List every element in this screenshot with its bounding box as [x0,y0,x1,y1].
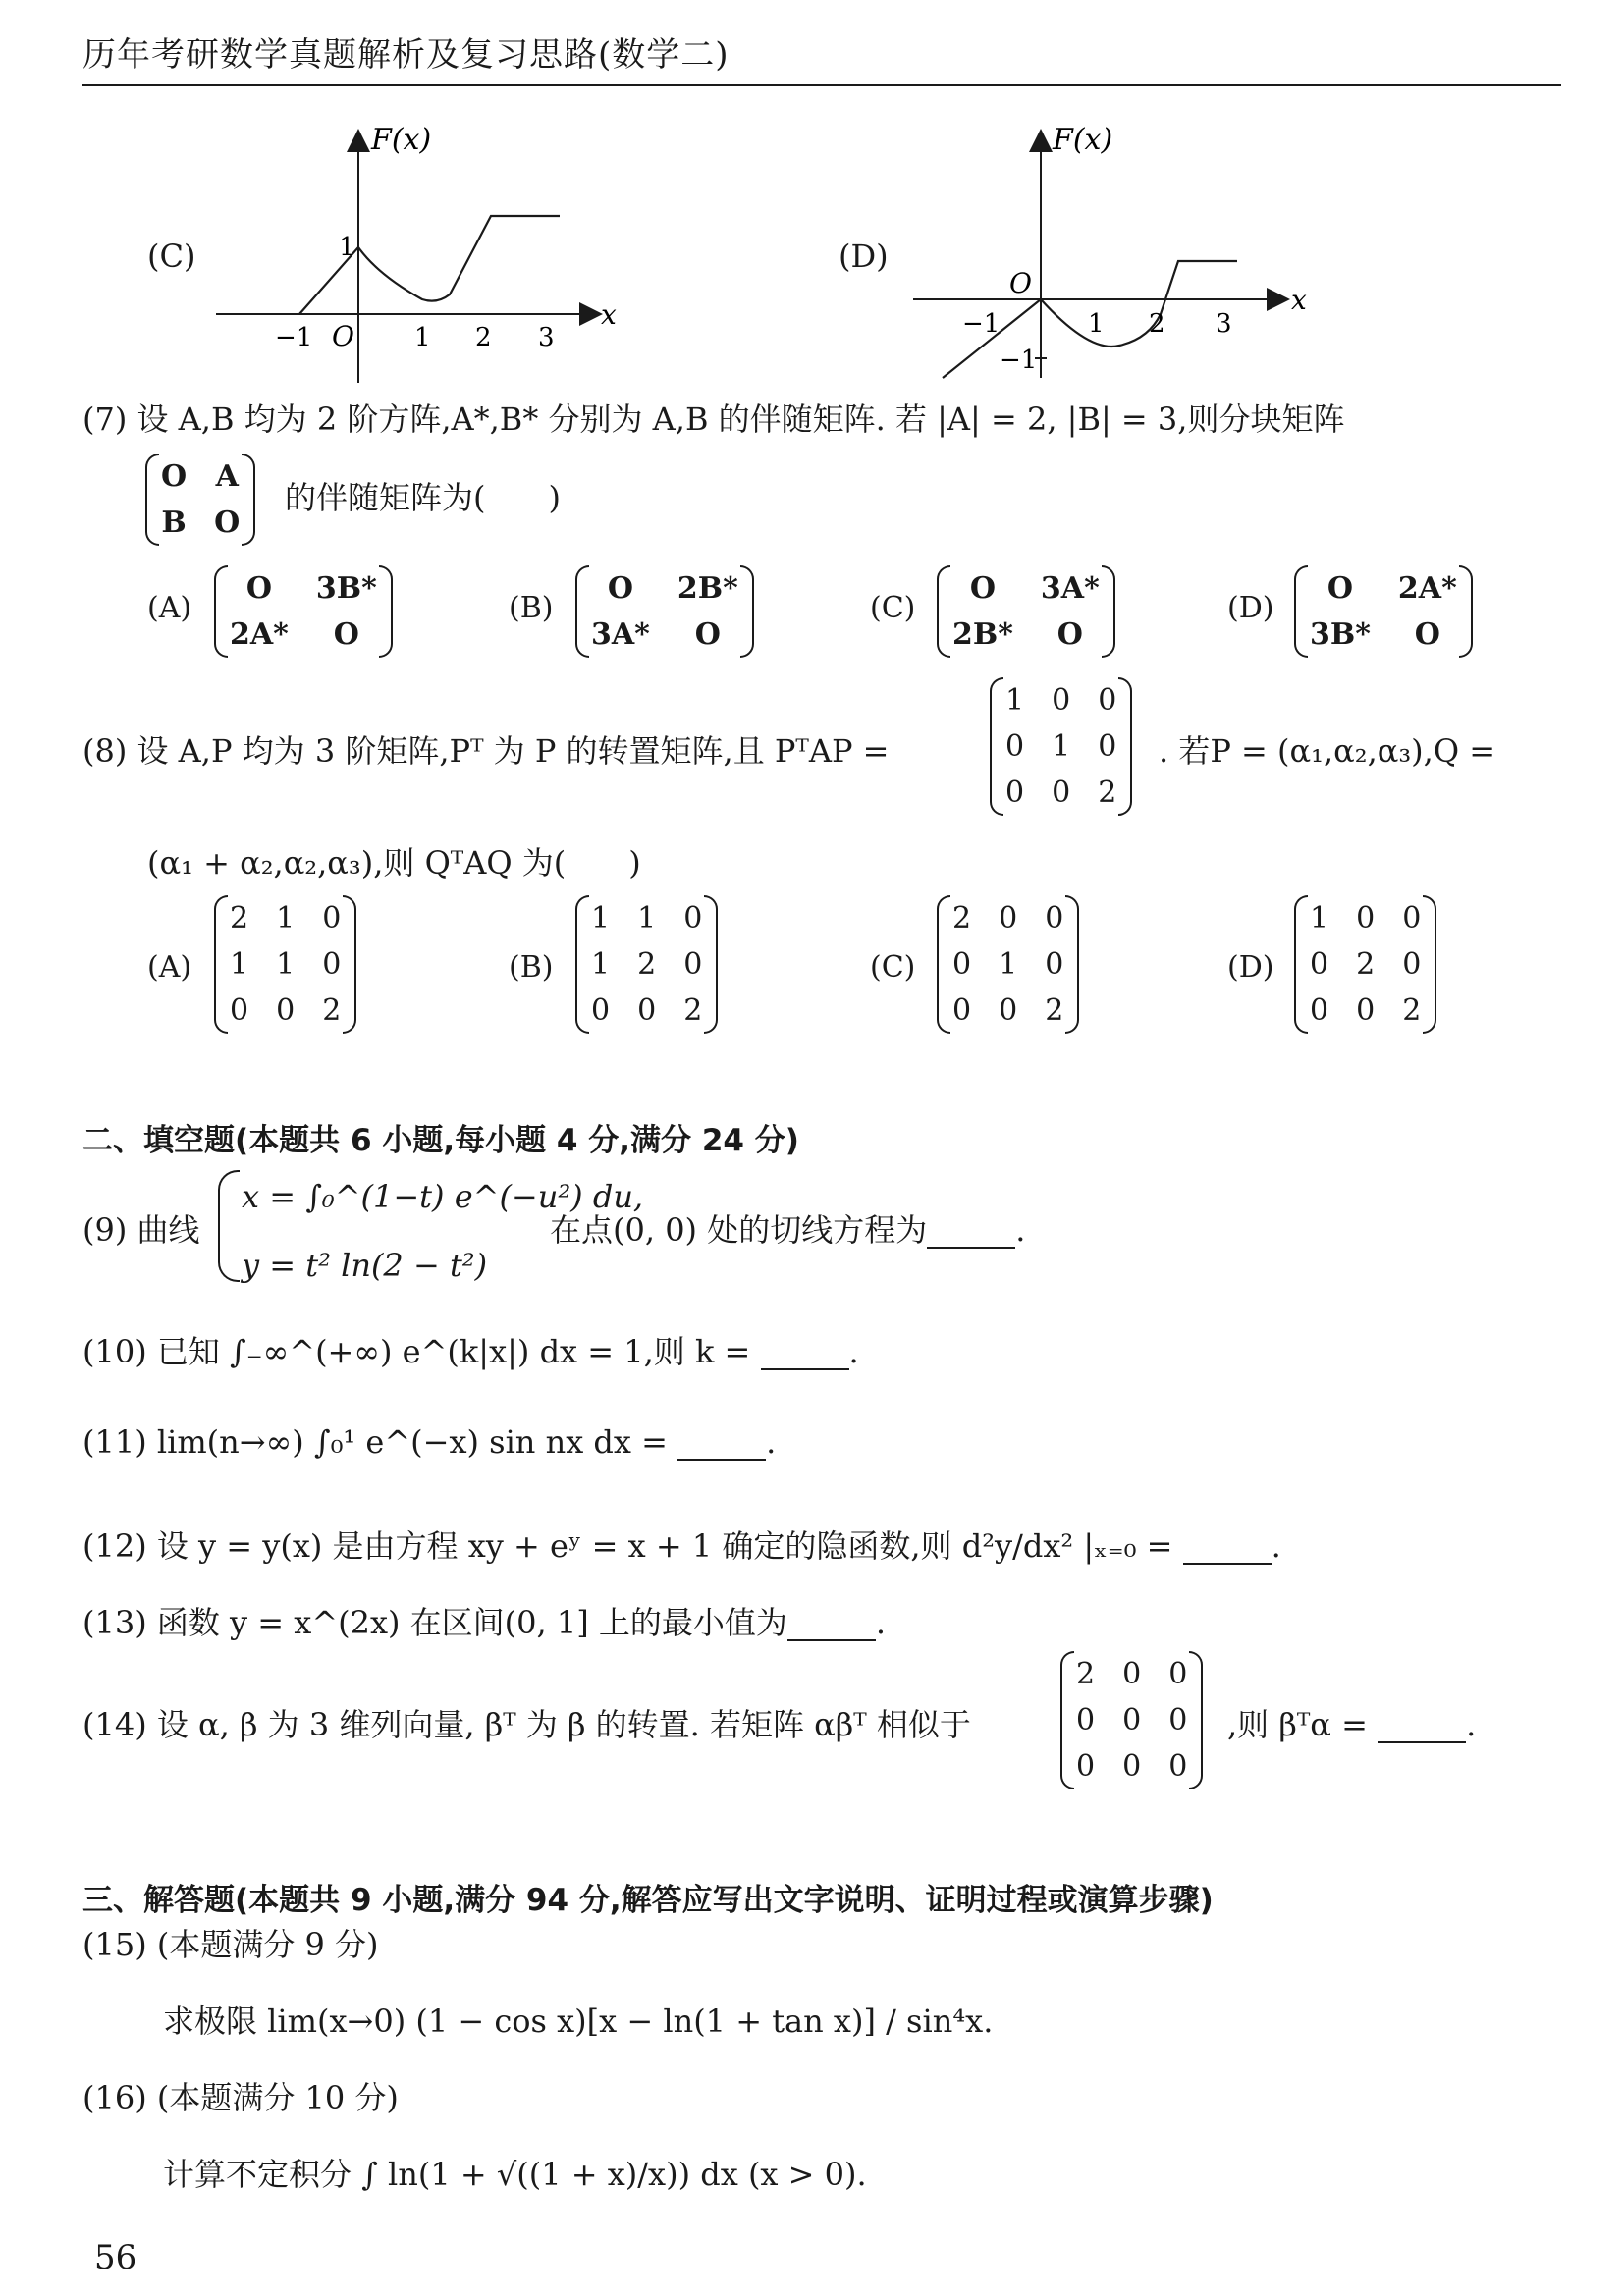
q13-text: (13) 函数 y = x^(2x) 在区间(0, 1] 上的最小值为 [82,1604,787,1641]
graph-d-xtick: 1 [1088,309,1105,339]
q12-answer-blank[interactable] [1183,1535,1272,1565]
graph-d-option-label: (D) [839,238,889,275]
matrix-cell: O [214,506,241,540]
graph-c-ytick: 1 [339,233,355,262]
graph-d-xlabel: x [1291,284,1307,316]
q7-option-c-matrix: O 3A* 2B* O [939,565,1113,658]
graph-d [903,118,1326,393]
q9-brace [218,1170,240,1282]
q7-option-b-matrix: O 2B* 3A* O [577,565,752,658]
q7-stem-line2: 的伴随矩阵为( ) [285,479,561,516]
graph-c-xtick: 1 [414,323,431,352]
graph-d-xtick: 2 [1149,309,1165,339]
graph-c-curve [299,216,560,314]
q8-given-matrix: 1 0 0 0 1 0 0 0 2 [992,677,1130,816]
q14-text: (14) 设 α, β 为 3 维列向量, βᵀ 为 β 的转置. 若矩阵 αβᵀ 相似于 [82,1706,971,1743]
q9-prefix: (9) 曲线 [82,1211,200,1249]
q11-text: (11) lim(n→∞) ∫₀¹ e^(−x) sin nx dx = [82,1423,668,1461]
q8-option-b-matrix: 1 1 0 1 2 0 0 0 2 [577,895,716,1034]
q7-option-a-matrix: O 3B* 2A* O [216,565,391,658]
q7-option-label: (A) [147,591,192,625]
q10-text: (10) 已知 ∫₋∞^(+∞) e^(k|x|) dx = 1,则 k = [82,1333,751,1370]
q8-stem-line1b: . 若P = (α₁,α₂,α₃),Q = [1159,732,1496,770]
q13-answer-blank[interactable] [787,1612,876,1641]
q9-answer-blank[interactable] [927,1219,1015,1249]
q8-option-label: (B) [509,950,554,985]
q8-option-label: (C) [870,950,916,985]
q7-block-matrix [147,454,253,546]
graph-d-xtick: 3 [1216,309,1232,339]
section-2-heading: 二、填空题(本题共 6 小题,每小题 4 分,满分 24 分) [82,1123,799,1158]
graph-c-ylabel: F(x) [371,123,432,157]
q14-suffix: ,则 βᵀα = [1227,1706,1368,1743]
q8-option-a-matrix: 2 1 0 1 1 0 0 0 2 [216,895,354,1034]
running-header: 历年考研数学真题解析及复习思路(数学二) [82,35,730,75]
q14-answer-blank[interactable] [1378,1714,1466,1743]
page-number: 56 [94,2238,137,2277]
graph-c-xtick: −1 [275,323,313,352]
q8-option-d-matrix: 1 0 0 0 2 0 0 0 2 [1296,895,1435,1034]
q9-suffix: 在点(0, 0) 处的切线方程为 [550,1211,928,1249]
graph-c-xlabel: x [601,298,617,331]
q16-body: 计算不定积分 ∫ ln(1 + √((1 + x)/x)) dx (x > 0). [163,2156,867,2193]
q9-eq1: x = ∫₀^(1−t) e^(−u²) du, [242,1178,644,1215]
q12-text: (12) 设 y = y(x) 是由方程 xy + eʸ = x + 1 确定的隐函数,则 d²y/dx² |ₓ₌₀ = [82,1527,1173,1565]
graph-c-origin: O [332,320,354,352]
q15-body: 求极限 lim(x→0) (1 − cos x)[x − ln(1 + tan x)] / sin⁴x. [163,2002,994,2040]
graph-d-ylabel: F(x) [1053,123,1113,157]
graph-c-xtick: 2 [475,323,492,352]
graph-d-ytick: −1 [1000,346,1038,375]
q7-option-d-matrix: O 2A* 3B* O [1296,565,1471,658]
q16-title: (16) (本题满分 10 分) [82,2079,399,2116]
graph-d-xtick: −1 [962,309,1001,339]
graph-c-option-label: (C) [147,238,196,275]
q10-answer-blank[interactable] [761,1341,849,1370]
q8-option-label: (A) [147,950,192,985]
graph-c-xtick: 3 [538,323,555,352]
header-rule [82,84,1561,86]
matrix-cell: A [215,459,239,494]
q8-option-c-matrix: 2 0 0 0 1 0 0 0 2 [939,895,1077,1034]
q7-stem-line1: (7) 设 A,B 均为 2 阶方阵,A*,B* 分别为 A,B 的伴随矩阵. 若 |A| = 2, |B| = 3,则分块矩阵 [82,400,1345,438]
graph-c [196,118,619,393]
q9-eq2: y = t² ln(2 − t²) [242,1247,488,1284]
q7-option-label: (C) [870,591,916,625]
q8-stem-line1: (8) 设 A,P 均为 3 阶矩阵,Pᵀ 为 P 的转置矩阵,且 PᵀAP = [82,732,890,770]
q11-answer-blank[interactable] [677,1431,766,1461]
q7-option-label: (D) [1227,591,1274,625]
q8-stem-line2: (α₁ + α₂,α₂,α₃),则 QᵀAQ 为( ) [147,844,641,881]
q7-option-label: (B) [509,591,554,625]
section-3-heading: 三、解答题(本题共 9 小题,满分 94 分,解答应写出文字说明、证明过程或演算步骤) [82,1883,1214,1918]
q8-option-label: (D) [1227,950,1274,985]
matrix-cell: O [161,459,188,494]
q14-matrix: 2 0 0 0 0 0 0 0 0 [1062,1651,1201,1789]
matrix-cell: B [161,506,187,540]
graph-d-origin: O [1009,267,1032,299]
q15-title: (15) (本题满分 9 分) [82,1926,379,1963]
